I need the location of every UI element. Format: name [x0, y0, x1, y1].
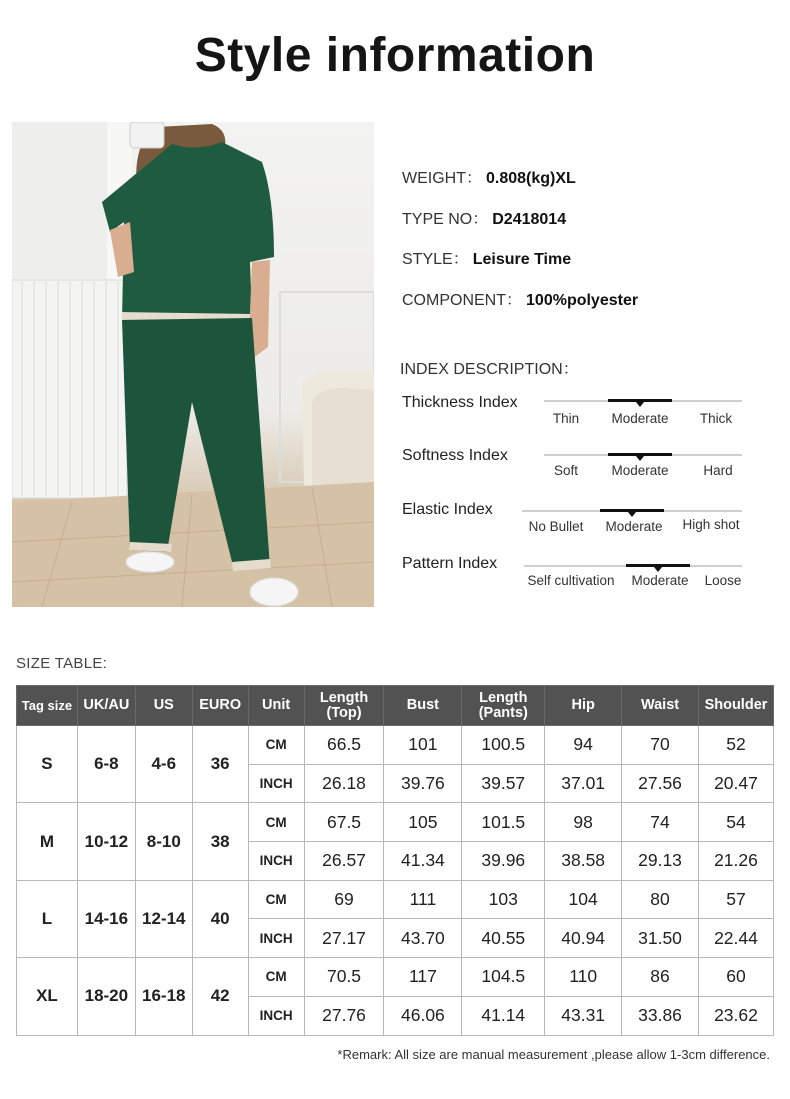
size-table	[16, 685, 774, 1036]
measure-cell: 52	[698, 726, 773, 765]
style-row	[402, 246, 571, 269]
component-key: COMPONENT：	[402, 292, 523, 309]
ukau-cell: 10-12	[77, 803, 135, 880]
type-value: D2418014	[492, 211, 567, 228]
header-unit: Unit	[248, 686, 304, 726]
measure-cell: 57	[698, 880, 773, 919]
unit-cell: CM	[248, 803, 304, 842]
table-row	[17, 726, 774, 765]
header-tag-size: Tag size	[17, 686, 78, 726]
measure-cell: 86	[622, 958, 699, 997]
pattern-option-1: Moderate	[631, 573, 689, 588]
elastic-option-2: High shot	[682, 517, 740, 532]
elastic-option-1: Moderate	[605, 519, 663, 534]
weight-value: 0.808(kg)XL	[486, 170, 576, 187]
tag-size-cell: L	[17, 880, 78, 957]
elastic-index-label: Elastic Index	[402, 501, 493, 518]
header-length-pants-line1: Length	[479, 689, 528, 706]
size-table-heading: SIZE TABLE:	[16, 655, 108, 672]
measure-cell: 46.06	[384, 996, 462, 1035]
measure-cell: 105	[384, 803, 462, 842]
measure-cell: 31.50	[622, 919, 699, 958]
softness-index-label: Softness Index	[402, 447, 508, 464]
measure-cell: 103	[462, 880, 545, 919]
weight-row	[402, 165, 576, 188]
thickness-option-2: Thick	[699, 411, 733, 426]
unit-cell: INCH	[248, 996, 304, 1035]
size-table-header-row	[17, 686, 774, 726]
measure-cell: 26.57	[304, 842, 384, 881]
euro-cell: 40	[192, 880, 248, 957]
thickness-scale-tick	[636, 402, 644, 407]
size-table-body	[17, 726, 774, 1036]
page-title: Style information	[194, 29, 596, 82]
measure-cell: 27.56	[622, 764, 699, 803]
measure-cell: 70	[622, 726, 699, 765]
measure-cell: 54	[698, 803, 773, 842]
unit-cell: INCH	[248, 764, 304, 803]
index-heading: INDEX DESCRIPTION：	[400, 361, 579, 378]
pattern-option-2: Loose	[704, 573, 742, 588]
measure-cell: 67.5	[304, 803, 384, 842]
us-cell: 8-10	[135, 803, 192, 880]
style-key: STYLE：	[402, 251, 469, 268]
measure-cell: 117	[384, 958, 462, 997]
measure-cell: 101	[384, 726, 462, 765]
header-ukau: UK/AU	[77, 686, 135, 726]
measure-cell: 100.5	[462, 726, 545, 765]
measure-cell: 66.5	[304, 726, 384, 765]
tag-size-cell: S	[17, 726, 78, 803]
measure-cell: 101.5	[462, 803, 545, 842]
measure-cell: 23.62	[698, 996, 773, 1035]
euro-cell: 36	[192, 726, 248, 803]
measure-cell: 27.76	[304, 996, 384, 1035]
measure-cell: 37.01	[545, 764, 622, 803]
measure-cell: 111	[384, 880, 462, 919]
measure-cell: 98	[545, 803, 622, 842]
elastic-option-0: No Bullet	[528, 519, 584, 534]
measure-cell: 43.70	[384, 919, 462, 958]
header-length-pants	[462, 686, 545, 726]
header-us: US	[135, 686, 192, 726]
type-row	[402, 206, 566, 229]
style-value: Leisure Time	[472, 251, 572, 268]
softness-scale-tick	[636, 456, 644, 461]
elastic-scale-tick	[628, 512, 636, 517]
measure-cell: 80	[622, 880, 699, 919]
header-waist: Waist	[622, 686, 699, 726]
table-row	[17, 880, 774, 919]
measure-cell: 21.26	[698, 842, 773, 881]
us-cell: 4-6	[135, 726, 192, 803]
pattern-option-0: Self cultivation	[527, 573, 615, 588]
header-length-top	[304, 686, 384, 726]
measure-cell: 33.86	[622, 996, 699, 1035]
header-length-pants-line2: (Pants)	[478, 704, 528, 721]
us-cell: 16-18	[135, 958, 192, 1035]
softness-option-0: Soft	[553, 463, 578, 478]
pattern-scale-tick	[654, 567, 662, 572]
thickness-option-0: Thin	[552, 411, 580, 426]
measure-cell: 27.17	[304, 919, 384, 958]
measure-cell: 69	[304, 880, 384, 919]
table-row	[17, 803, 774, 842]
unit-cell: INCH	[248, 842, 304, 881]
softness-option-1: Moderate	[611, 463, 669, 478]
pattern-index-label: Pattern Index	[402, 555, 498, 572]
remark-text: *Remark: All size are manual measurement ,please allow 1-3cm difference.	[337, 1047, 770, 1062]
thickness-option-1: Moderate	[611, 411, 669, 426]
table-row	[17, 958, 774, 997]
header-bust: Bust	[384, 686, 462, 726]
thickness-index-label: Thickness Index	[402, 394, 518, 411]
type-key: TYPE NO：	[402, 211, 489, 228]
measure-cell: 29.13	[622, 842, 699, 881]
ukau-cell: 14-16	[77, 880, 135, 957]
measure-cell: 39.57	[462, 764, 545, 803]
measure-cell: 110	[545, 958, 622, 997]
measure-cell: 26.18	[304, 764, 384, 803]
measure-cell: 41.14	[462, 996, 545, 1035]
measure-cell: 70.5	[304, 958, 384, 997]
measure-cell: 39.76	[384, 764, 462, 803]
ukau-cell: 6-8	[77, 726, 135, 803]
measure-cell: 104	[545, 880, 622, 919]
measure-cell: 22.44	[698, 919, 773, 958]
measure-cell: 104.5	[462, 958, 545, 997]
unit-cell: CM	[248, 726, 304, 765]
measure-cell: 74	[622, 803, 699, 842]
product-photo	[12, 122, 374, 607]
header-length-top-line1: Length	[319, 689, 369, 706]
measure-cell: 60	[698, 958, 773, 997]
measure-cell: 40.55	[462, 919, 545, 958]
measure-cell: 39.96	[462, 842, 545, 881]
component-value: 100%polyester	[526, 292, 639, 309]
weight-key: WEIGHT：	[402, 170, 482, 187]
euro-cell: 42	[192, 958, 248, 1035]
header-shoulder: Shoulder	[698, 686, 773, 726]
measure-cell: 38.58	[545, 842, 622, 881]
measure-cell: 40.94	[545, 919, 622, 958]
header-length-top-line2: (Top)	[326, 704, 362, 721]
measure-cell: 94	[545, 726, 622, 765]
header-euro: EURO	[192, 686, 248, 726]
component-row	[402, 287, 638, 310]
tag-size-cell: XL	[17, 958, 78, 1035]
header-hip: Hip	[545, 686, 622, 726]
ukau-cell: 18-20	[77, 958, 135, 1035]
unit-cell: CM	[248, 958, 304, 997]
tag-size-cell: M	[17, 803, 78, 880]
measure-cell: 41.34	[384, 842, 462, 881]
unit-cell: INCH	[248, 919, 304, 958]
us-cell: 12-14	[135, 880, 192, 957]
unit-cell: CM	[248, 880, 304, 919]
softness-option-2: Hard	[703, 463, 733, 478]
euro-cell: 38	[192, 803, 248, 880]
measure-cell: 43.31	[545, 996, 622, 1035]
measure-cell: 20.47	[698, 764, 773, 803]
